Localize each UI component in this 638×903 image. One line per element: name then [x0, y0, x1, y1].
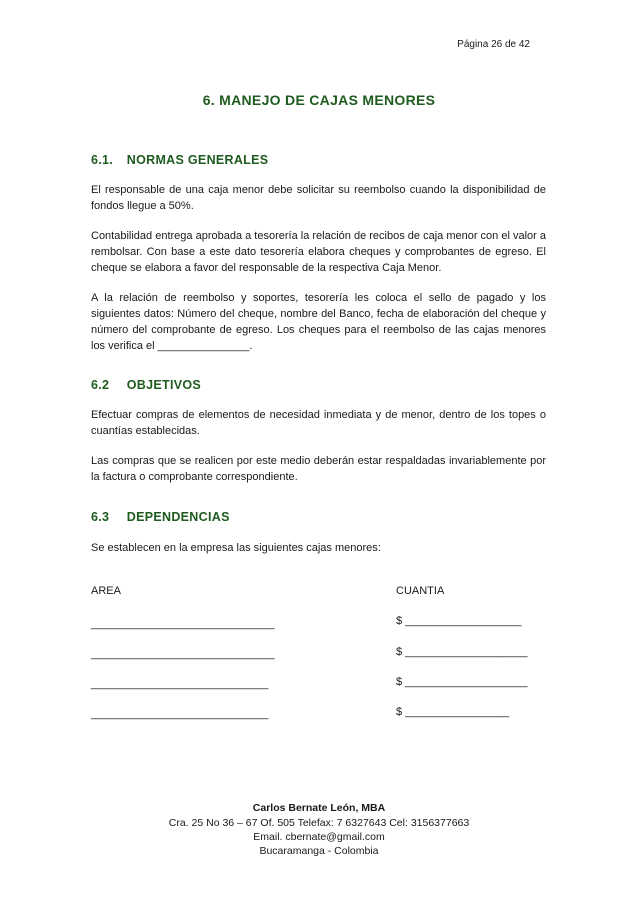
cuantia-blank-line: $ _________________: [396, 706, 510, 718]
page-number: Página 26 de 42: [457, 39, 530, 50]
cuantia-blank-line: $ ____________________: [396, 646, 528, 658]
area-blank-line: _____________________________: [91, 678, 269, 690]
paragraph: Efectuar compras de elementos de necesidad inmediata y de menor, dentro de los topes o cuantías establecidas.: [91, 409, 546, 437]
paragraph: Se establecen en la empresa las siguientes cajas menores:: [91, 542, 381, 554]
section-title: DEPENDENCIAS: [126, 510, 230, 524]
cuantia-blank-line: $ ___________________: [396, 615, 522, 627]
section-title: OBJETIVOS: [126, 378, 202, 392]
section-heading-normas: [91, 153, 268, 167]
area-column-label: AREA: [91, 585, 121, 597]
area-blank-line: _____________________________: [91, 708, 269, 720]
paragraph: El responsable de una caja menor debe solicitar su reembolso cuando la disponibilidad de fondos llegue a 50%.: [91, 184, 546, 212]
footer-city: Bucaramanga - Colombia: [259, 845, 379, 857]
cuantia-column-label: CUANTIA: [396, 585, 445, 597]
section-number: 6.2: [91, 378, 110, 392]
paragraph: A la relación de reembolso y soportes, tesorería les coloca el sello de pagado y los siguientes datos: Número del cheque, nombre del Banco, fecha de elaboración del cheque y número del comprobante de egreso. Los cheques para el reembolso de las cajas menores los verifica el _______________.: [91, 292, 546, 352]
area-blank-line: ______________________________: [91, 648, 275, 660]
footer-name: Carlos Bernate León, MBA: [252, 802, 386, 814]
section-number: 6.3: [91, 510, 110, 524]
section-heading-objetivos: [91, 378, 201, 392]
paragraph: Contabilidad entrega aprobada a tesorería la relación de recibos de caja menor con el valor a rembolsar. Con base a este dato tesorería elabora cheques y comprobantes de egreso. El cheque se elabora a favor del responsable de la respectiva Caja Menor.: [91, 230, 546, 274]
area-blank-line: ______________________________: [91, 618, 275, 630]
document-title: 6. MANEJO DE CAJAS MENORES: [202, 92, 436, 108]
cuantia-blank-line: $ ____________________: [396, 676, 528, 688]
section-number: 6.1.: [91, 153, 114, 167]
section-title: NORMAS GENERALES: [126, 153, 269, 167]
footer-address: Cra. 25 No 36 – 67 Of. 505 Telefax: 7 6327643 Cel: 3156377663: [168, 817, 470, 829]
footer-email: Email. cbernate@gmail.com: [253, 831, 385, 843]
paragraph: Las compras que se realicen por este medio deberán estar respaldadas invariablemente por la factura o comprobante correspondiente.: [91, 455, 546, 483]
section-heading-dependencias: [91, 510, 230, 524]
